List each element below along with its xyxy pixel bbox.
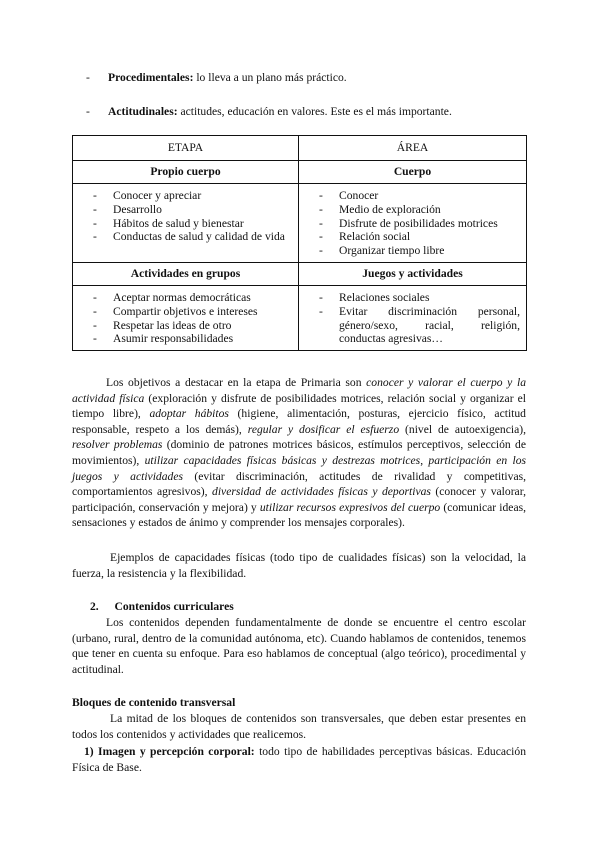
transversal-item-1 xyxy=(72,744,526,775)
objective-emphasis: participación en los juegos y actividades xyxy=(72,453,526,483)
objectives-text: (higiene, alimentación, posturas, ejercicio físico, actitud responsable, respeto a los demás), xyxy=(72,407,526,436)
propio-cuerpo-cell xyxy=(73,184,299,263)
actividades-grupos-list xyxy=(73,291,298,346)
list-item: - Compartir objetivos e intereses xyxy=(73,305,298,319)
list-item: - Medio de exploración xyxy=(299,203,526,217)
bullet-procedimentales: - Procedimentales: lo lleva a un plano más práctico. xyxy=(86,71,347,84)
bullet-text: lo lleva a un plano más práctico. xyxy=(193,71,347,84)
list-item: - Disfrute de posibilidades motrices xyxy=(299,217,526,231)
list-item: - Conocer xyxy=(299,189,526,203)
list-item: - Respetar las ideas de otro xyxy=(73,319,298,333)
objective-emphasis: resolver problemas xyxy=(72,438,163,452)
capacities-paragraph: Ejemplos de capacidades físicas (todo tipo de cualidades físicas) son la velocidad, la fuerza, la resistencia y la flexibilidad. xyxy=(72,551,526,580)
objectives-text: (dominio de patrones motrices básicos, estímulos perceptivos, selección de movimientos), xyxy=(72,438,526,467)
juegos-actividades-cell xyxy=(299,285,527,350)
list-item: - Relaciones sociales xyxy=(299,291,526,305)
bullet-actitudinales: - Actitudinales: actitudes, educación en valores. Este es el más importante. xyxy=(86,105,452,118)
juegos-actividades-list xyxy=(299,291,526,346)
item-label: 1) Imagen y percepción corporal: xyxy=(84,745,255,758)
objectives-text: (nivel de autoexigencia), xyxy=(399,422,526,436)
section2-body: Los contenidos dependen fundamentalmente de donde se encuentre el centro escolar (urbano, rural, dentro de la comunidad autónoma, etc). Cuando hablamos de contenidos, tenemos que tener en cuenta su enfoque. Para eso hablamos de conceptual (algo teórico), procedimental y actitudinal. xyxy=(72,616,526,676)
bullet-label: Procedimentales: xyxy=(108,71,194,84)
etapa-area-table xyxy=(72,135,527,351)
objectives-text: , xyxy=(420,453,429,467)
objective-emphasis: diversidad de actividades físicas y deportivas xyxy=(212,485,431,499)
objectives-text: (evitar discriminación, actitudes de rivalidad y competitivas, comportamientos agresivos), xyxy=(72,469,526,499)
objectives-text: Los objetivos a destacar en la etapa de Primaria son xyxy=(106,376,367,389)
section-number: 2. xyxy=(90,600,99,613)
objective-emphasis: conocer y valorar el cuerpo y la actividad física xyxy=(72,376,526,405)
transversal-body: La mitad de los bloques de contenidos son transversales, que deben estar presentes en todos los contenidos y actividades que realicemos. xyxy=(72,712,526,741)
juegos-actividades-title: Juegos y actividades xyxy=(299,262,527,285)
item-text: todo tipo de habilidades perceptivas básicas. Educación Física de Base. xyxy=(72,745,526,774)
list-item: - Aceptar normas democráticas xyxy=(73,291,298,305)
objective-emphasis: utilizar recursos expresivos del cuerpo xyxy=(259,500,441,514)
cuerpo-list xyxy=(299,189,526,258)
cuerpo-title: Cuerpo xyxy=(299,161,527,184)
list-item: - Conocer y apreciar xyxy=(73,189,298,203)
list-item: - Relación social xyxy=(299,230,526,244)
objectives-text: (comunicar ideas, sensaciones y estados de ánimo y comprender los mensajes corporales). xyxy=(72,500,526,530)
propio-cuerpo-list xyxy=(73,189,298,244)
objective-emphasis: regular y dosificar el esfuerzo xyxy=(247,422,400,436)
list-item: - Desarrollo xyxy=(73,203,298,217)
header-area: ÁREA xyxy=(299,136,527,161)
actividades-grupos-title: Actividades en grupos xyxy=(73,262,299,285)
section-heading xyxy=(90,600,234,613)
list-item: - Hábitos de salud y bienestar xyxy=(73,217,298,231)
objectives-paragraph xyxy=(72,375,526,531)
transversal-title: Bloques de contenido transversal xyxy=(72,696,236,709)
list-item: - Asumir responsabilidades xyxy=(73,332,298,346)
bullet-text: actitudes, educación en valores. Este es el más importante. xyxy=(177,105,452,118)
propio-cuerpo-title: Propio cuerpo xyxy=(73,161,299,184)
actividades-grupos-cell xyxy=(73,285,299,350)
bullet-label: Actitudinales: xyxy=(108,105,178,118)
objective-emphasis: adoptar hábitos xyxy=(149,407,229,421)
objective-emphasis: utilizar capacidades físicas básicas y destrezas motrices xyxy=(144,453,421,467)
list-item: - Organizar tiempo libre xyxy=(299,244,526,258)
objectives-text: (conocer y valorar, participación, conservación y mejora) y xyxy=(72,485,526,514)
section-title: Contenidos curriculares xyxy=(114,600,234,613)
list-item: - Evitar discriminación personal, género/sexo, racial, religión, conductas agresivas… xyxy=(299,305,526,346)
header-etapa: ETAPA xyxy=(73,136,299,161)
list-item: - Conductas de salud y calidad de vida xyxy=(73,230,298,244)
cuerpo-cell xyxy=(299,184,527,263)
objectives-text: (exploración y disfrute de posibilidades motrices, relación social y organizar el tiempo libre), xyxy=(72,391,526,421)
